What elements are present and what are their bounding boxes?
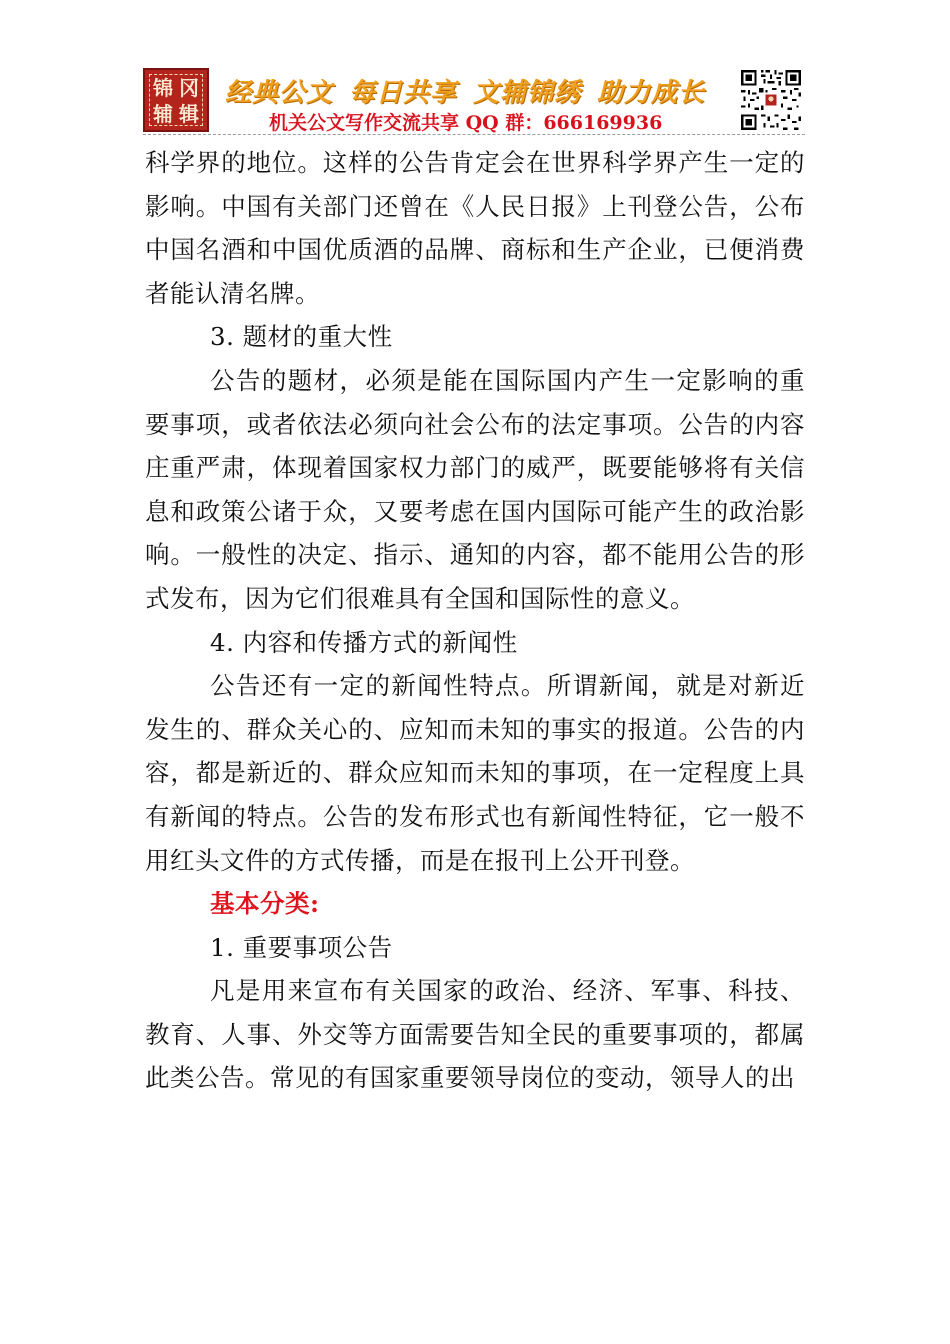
subheading: 4. 内容和传播方式的新闻性 [210,627,518,657]
logo-char: 辑 [179,102,199,126]
logo-char: 辅 [153,102,173,126]
document-header [143,68,805,134]
subheading: 1. 重要事项公告 [210,932,393,962]
qq-group-line: 机关公文写作交流共享 QQ 群：666169936 [269,112,663,134]
header-slogan [225,72,725,109]
section-title: 基本分类: [210,889,320,919]
paragraph: 公告的题材，必须是能在国际国内产生一定影响的重要事项，或者依法必须向社会公布的法定事项。公告的内容庄重严肃，体现着国家权力部门的威严，既要能够将有关信息和政策公诸于众，又要考虑在国内国际可能产生的政治影响。一般性的决定、指示、通知的内容，都不能用公告的形式发布，因为它们很难具有全国和国际性的意义。 [145,365,805,613]
slogan-segment: 每日共享 [349,78,458,108]
qr-code-icon [739,68,803,132]
paragraph: 科学界的地位。这样的公告肯定会在世界科学界产生一定的影响。中国有关部门还曾在《人民日报》上刊登公告，公布中国名酒和中国优质酒的品牌、商标和生产企业，已便消费者能认清名牌。 [145,148,805,308]
subheading: 3. 题材的重大性 [210,322,393,352]
slogan-segment: 文辅锦绣 [473,78,582,108]
logo-char: 锦 [153,76,173,100]
paragraph: 公告还有一定的新闻性特点。所谓新闻，就是对新近发生的、群众关心的、应知而未知的事实的报道。公告的内容，都是新近的、群众应知而未知的事项，在一定程度上具有新闻的特点。公告的发布形式也有新闻性特征，它一般不用红头文件的方式传播，而是在报刊上公开刊登。 [145,671,805,875]
brand-logo [143,68,209,132]
paragraph: 凡是用来宣布有关国家的政治、经济、军事、科技、教育、人事、外交等方面需要告知全民的重要事项的，都属此类公告。常见的有国家重要领导岗位的变动，领导人的出 [145,976,805,1093]
header-divider [143,134,805,135]
slogan-segment: 助力成长 [597,78,706,108]
logo-char: 冈 [179,76,199,100]
document-body [145,141,805,1100]
slogan-segment: 经典公文 [225,78,334,108]
